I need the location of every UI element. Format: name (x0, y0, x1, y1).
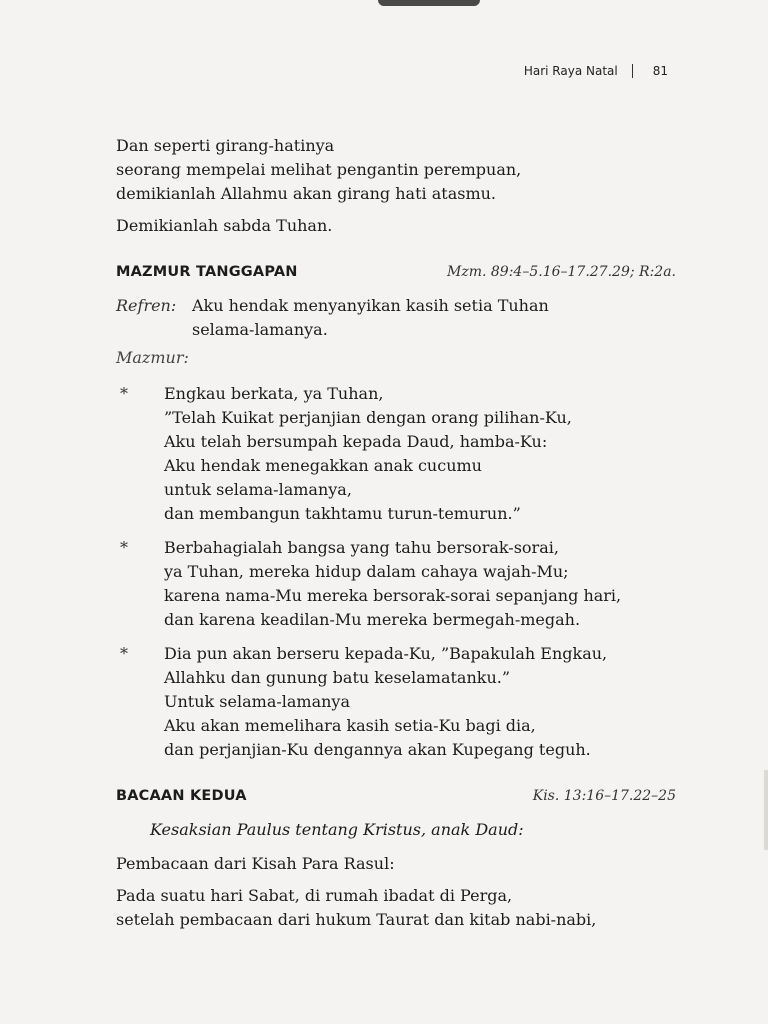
text-line: setelah pembacaan dari hukum Taurat dan kitab nabi-nabi, (116, 910, 597, 929)
reading-subtitle: Kesaksian Paulus tentang Kristus, anak Daud: (150, 820, 524, 839)
text-line: karena nama-Mu mereka bersorak-sorai sepanjang hari, (164, 586, 622, 605)
page-edge-shadow (764, 770, 768, 850)
header-divider (632, 64, 633, 78)
text-line: dan perjanjian-Ku dengannya akan Kupegang teguh. (164, 740, 591, 759)
stanza-marker: * (120, 538, 128, 557)
scan-artifact (378, 0, 480, 6)
running-header (524, 64, 668, 78)
psalm-heading (116, 260, 696, 284)
psalm-stanza (116, 382, 696, 526)
psalm-title: MAZMUR TANGGAPAN (116, 264, 298, 280)
refrain-label: Refren: (116, 296, 177, 315)
text-line: ”Telah Kuikat perjanjian dengan orang pilihan-Ku, (164, 408, 572, 427)
text-line: Aku hendak menyanyikan kasih setia Tuhan (192, 296, 549, 315)
stanza-text (164, 536, 621, 632)
opening-paragraph (116, 134, 696, 206)
text-line: dan membangun takhtamu turun-temurun.” (164, 504, 521, 523)
stanza-text (164, 642, 607, 762)
text-line: Engkau berkata, ya Tuhan, (164, 384, 384, 403)
page-number: 81 (652, 64, 668, 78)
text-line: seorang mempelai melihat pengantin perempuan, (116, 160, 522, 179)
stanza-text (164, 382, 572, 526)
page-content (116, 134, 696, 940)
refrain-text (192, 294, 549, 342)
text-line: demikianlah Allahmu akan girang hati atasmu. (116, 184, 496, 203)
text-line: ya Tuhan, mereka hidup dalam cahaya wajah-Mu; (164, 562, 569, 581)
text-line: Allahku dan gunung batu keselamatanku.” (164, 668, 511, 687)
header-title: Hari Raya Natal (523, 64, 618, 78)
psalm-stanza (116, 536, 696, 632)
text-line: Pada suatu hari Sabat, di rumah ibadat di Perga, (116, 886, 513, 905)
text-line: Aku telah bersumpah kepada Daud, hamba-Ku: (164, 432, 548, 451)
reading-title: BACAAN KEDUA (116, 788, 247, 804)
refrain (116, 294, 696, 342)
text-line: Dia pun akan berseru kepada-Ku, ”Bapakulah Engkau, (164, 644, 608, 663)
text-line: Untuk selama-lamanya (164, 692, 351, 711)
stanza-marker: * (120, 384, 128, 403)
stanza-marker: * (120, 644, 128, 663)
text-line: Aku hendak menegakkan anak cucumu (164, 456, 482, 475)
text-line: selama-lamanya. (192, 320, 328, 339)
text-line: Berbahagialah bangsa yang tahu bersorak-sorai, (164, 538, 559, 557)
text-line: dan karena keadilan-Mu mereka bermegah-megah. (164, 610, 581, 629)
psalm-reference: Mzm. 89:4–5.16–17.27.29; R:2a. (447, 264, 676, 280)
psalm-label: Mazmur: (116, 348, 189, 367)
closing-line: Demikianlah sabda Tuhan. (116, 216, 333, 235)
psalm-stanza (116, 642, 696, 762)
reading-heading (116, 784, 696, 808)
text-line: untuk selama-lamanya, (164, 480, 352, 499)
reading-text (116, 884, 696, 932)
text-line: Dan seperti girang-hatinya (116, 136, 335, 155)
reading-reference: Kis. 13:16–17.22–25 (532, 788, 676, 804)
text-line: Aku akan memelihara kasih setia-Ku bagi dia, (164, 716, 536, 735)
reading-intro: Pembacaan dari Kisah Para Rasul: (116, 854, 395, 873)
